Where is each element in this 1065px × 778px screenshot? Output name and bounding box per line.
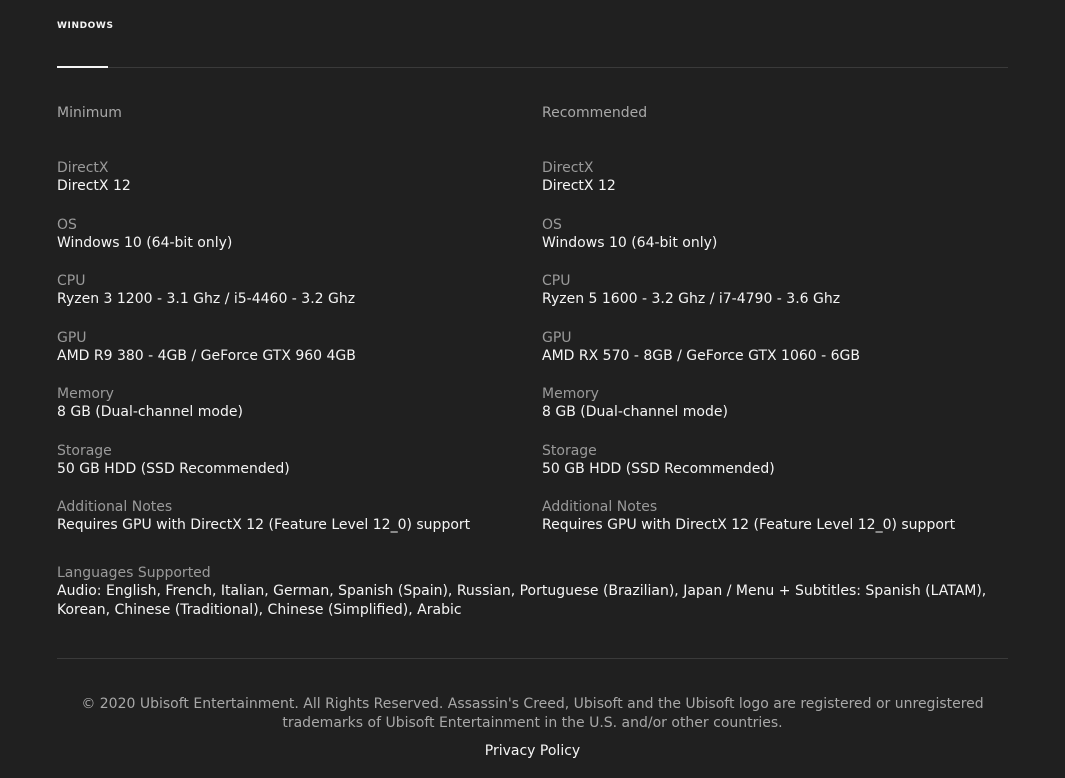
copyright-line-1: © 2020 Ubisoft Entertainment. All Rights Reserved. Assassin's Creed, Ubisoft and the Ubisoft logo are registered or unregistered	[81, 696, 984, 712]
spec-value: DirectX 12	[57, 178, 131, 194]
spec-label: DirectX	[57, 160, 109, 176]
spec-value: 50 GB HDD (SSD Recommended)	[542, 460, 775, 477]
spec-directx-min	[57, 159, 527, 216]
spec-value: Windows 10 (64-bit only)	[542, 234, 718, 251]
spec-label: GPU	[57, 329, 87, 346]
spec-gpu-min	[57, 329, 527, 386]
languages-supported	[57, 564, 1008, 619]
spec-label: DirectX	[542, 160, 594, 176]
spec-value: Ryzen 3 1200 - 3.1 Ghz / i5-4460 - 3.2 Ghz	[57, 291, 356, 307]
spec-value: Requires GPU with DirectX 12 (Feature Level 12_0) support	[57, 517, 471, 533]
spec-notes-min	[57, 498, 527, 555]
languages-label: Languages Supported	[57, 565, 211, 581]
platform-tabs	[57, 0, 1008, 68]
spec-value: DirectX 12	[542, 178, 616, 194]
spec-notes-rec	[542, 498, 1012, 555]
spec-storage-min	[57, 442, 527, 499]
spec-gpu-rec	[542, 329, 1012, 386]
footer-divider	[57, 658, 1008, 659]
spec-value: AMD R9 380 - 4GB / GeForce GTX 960 4GB	[57, 347, 356, 364]
tab-windows[interactable]	[57, 21, 114, 31]
minimum-column	[57, 104, 527, 555]
spec-label: CPU	[542, 273, 571, 289]
spec-value: Requires GPU with DirectX 12 (Feature Level 12_0) support	[542, 517, 956, 533]
recommended-column	[542, 104, 1012, 555]
spec-os-rec	[542, 216, 1012, 273]
spec-label: GPU	[542, 329, 572, 346]
spec-cpu-rec	[542, 272, 1012, 329]
privacy-policy	[0, 742, 1065, 761]
privacy-policy-link[interactable]: Privacy Policy	[484, 743, 581, 759]
spec-os-min	[57, 216, 527, 273]
spec-value: 8 GB (Dual-channel mode)	[542, 404, 728, 420]
spec-storage-rec	[542, 442, 1012, 499]
spec-memory-rec	[542, 385, 1012, 442]
spec-value: 8 GB (Dual-channel mode)	[57, 404, 243, 420]
spec-label: Memory	[542, 386, 599, 402]
copyright-line-2: trademarks of Ubisoft Entertainment in the U.S. and/or other countries.	[282, 715, 783, 731]
active-tab-indicator	[57, 66, 108, 68]
spec-label: Storage	[542, 442, 597, 459]
spec-label: OS	[57, 216, 77, 233]
spec-value: AMD RX 570 - 8GB / GeForce GTX 1060 - 6GB	[542, 347, 860, 364]
system-requirements-section	[57, 0, 1008, 618]
copyright-text	[57, 695, 1008, 733]
spec-label: OS	[542, 216, 562, 233]
spec-label: Memory	[57, 386, 114, 402]
spec-label: Additional Notes	[542, 499, 658, 515]
spec-memory-min	[57, 385, 527, 442]
tab-windows-label: WINDOWS	[57, 21, 114, 31]
spec-directx-rec	[542, 159, 1012, 216]
spec-value: 50 GB HDD (SSD Recommended)	[57, 460, 290, 477]
minimum-heading: Minimum	[57, 105, 122, 121]
spec-label: Storage	[57, 442, 112, 459]
spec-label: Additional Notes	[57, 499, 173, 515]
recommended-heading: Recommended	[542, 105, 648, 121]
languages-value: Audio: English, French, Italian, German, Spanish (Spain), Russian, Portuguese (Brazilian), Japan / Menu + Subtitles: Spanish (LATAM), Korean, Chinese (Traditional), Chinese (Simplified), Arabic	[57, 583, 987, 618]
spec-value: Windows 10 (64-bit only)	[57, 234, 233, 251]
spec-label: CPU	[57, 273, 86, 289]
spec-cpu-min	[57, 272, 527, 329]
spec-value: Ryzen 5 1600 - 3.2 Ghz / i7-4790 - 3.6 Ghz	[542, 291, 841, 307]
